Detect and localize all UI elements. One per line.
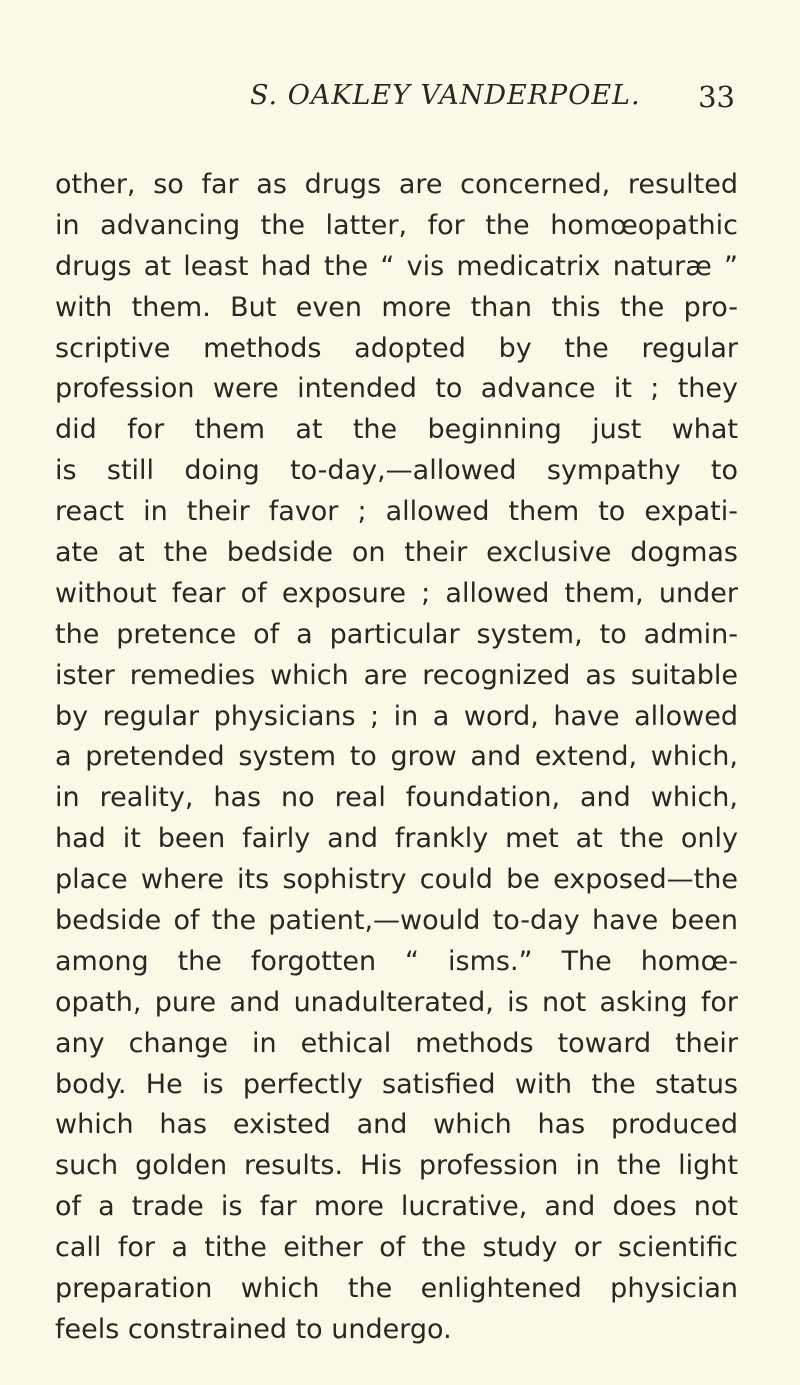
- page-number: 33: [698, 80, 735, 114]
- text-line: drugs at least had the “ vis medicatrix naturæ ”: [55, 250, 738, 282]
- text-line: in advancing the latter, for the homœopathic: [55, 209, 738, 241]
- running-head-author: S. OAKLEY VANDERPOEL.: [250, 80, 641, 111]
- text-line: opath, pure and unadulterated, is not asking for: [55, 986, 738, 1018]
- text-line: bedside of the patient,—would to-day have been: [55, 905, 738, 937]
- text-line: preparation which the enlightened physician: [55, 1273, 738, 1305]
- text-line: did for them at the beginning just what: [55, 414, 738, 446]
- text-line: body. He is perfectly satisfied with the status: [55, 1068, 738, 1100]
- text-line: is still doing to-day,—allowed sympathy to: [55, 455, 738, 487]
- text-line: of a trade is far more lucrative, and does not: [55, 1191, 738, 1223]
- text-line: such golden results. His profession in the light: [55, 1150, 738, 1182]
- text-line: a pretended system to grow and extend, which,: [55, 741, 738, 773]
- text-line: profession were intended to advance it ; they: [55, 373, 738, 405]
- text-line: place where its sophistry could be exposed—the: [55, 864, 738, 896]
- text-line: scriptive methods adopted by the regular: [55, 332, 738, 364]
- text-line: feels constrained to undergo.: [55, 1313, 452, 1345]
- text-line: with them. But even more than this the pro-: [55, 291, 738, 323]
- text-line: among the forgotten “ isms.” The homœ-: [55, 945, 738, 977]
- text-line: without fear of exposure ; allowed them, under: [55, 577, 738, 609]
- text-line: had it been fairly and frankly met at the only: [55, 823, 738, 855]
- text-line: ister remedies which are recognized as suitable: [55, 659, 738, 691]
- running-head: [200, 80, 735, 120]
- body-paragraph: [55, 165, 738, 1351]
- text-line: react in their favor ; allowed them to expati-: [55, 496, 738, 528]
- text-line: other, so far as drugs are concerned, resulted: [55, 169, 738, 200]
- text-line: in reality, has no real foundation, and which,: [55, 782, 738, 814]
- text-line: the pretence of a particular system, to admin-: [55, 618, 738, 650]
- text-line: which has existed and which has produced: [55, 1109, 738, 1141]
- text-line: by regular physicians ; in a word, have allowed: [55, 700, 738, 732]
- text-line: any change in ethical methods toward their: [55, 1027, 738, 1059]
- text-line: ate at the bedside on their exclusive dogmas: [55, 537, 738, 569]
- text-line: call for a tithe either of the study or scientific: [55, 1232, 738, 1264]
